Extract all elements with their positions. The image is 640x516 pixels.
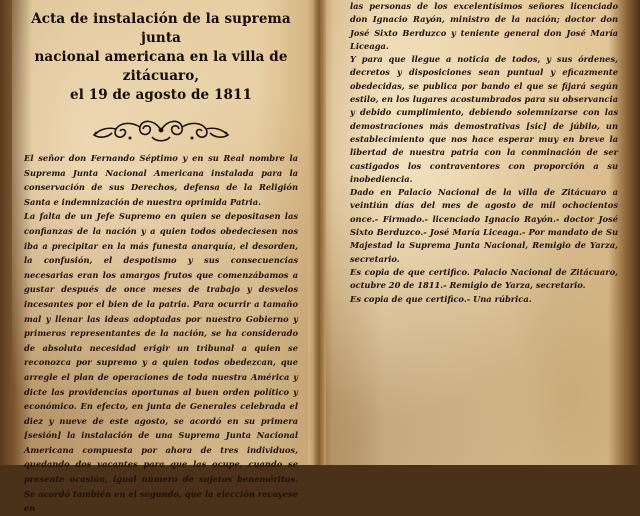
title-line: Acta de instalación de la suprema junta: [31, 11, 291, 46]
left-page: [12, 0, 308, 514]
scrollwork-ornament-icon: [86, 115, 236, 145]
title-line: el 19 de agosto de 1811: [70, 87, 252, 103]
document-title: [24, 10, 298, 105]
paragraph: Es copia de que certifico. Palacio Nacional de Zitácuaro, octubre 20 de 1811.- Remigio de Yarza, secretario.: [350, 266, 618, 291]
right-page: [326, 0, 626, 465]
paragraph: La falta de un Jefe Supremo en quien se depositasen las confianzas de la nación y a quien todos obedeciesen nos iba a precipitar en la más funesta anarquía, el desorden, la confusión, el despotismo y sus consecuencias necesarias eran los amargos frutos que comenzábamos a gustar después de once meses de trabajo y desvelos incesantes por el bien de la patria. Para ocurrir a tamaño mal y llenar las ideas adoptadas por nuestro Gobierno y primeros representantes de la nación, se ha considerado de absoluta necesidad erigir un tribunal a quien se reconozca por supremo y a quien todos obedezcan, que arregle el plan de operaciones de toda nuestra América y dicte las providencias oportunas al buen orden político y económico. En efecto, en junta de Generales celebrada el diez y nueve de este agosto, se acordó en su primera [sesión] la instalación de una Suprema Junta Nacional Americana compuesta por ahora de tres individuos, quedando dos vacantes para que las ocupe, cuando se presente ocasión, igual número de sujetos beneméritos. Se acordó también en el segundo, que la elección recayese en: [24, 211, 298, 514]
right-body-text: [350, 0, 618, 306]
book-spine: [313, 0, 325, 465]
title-line: nacional americana en la villa de zitácuaro,: [34, 49, 288, 84]
paragraph: Dado en Palacio Nacional de la villa de Zitácuaro a veintiún días del mes de agosto de mil ochocientos once.- Firmado.- licenciado Ignacio Rayón.- doctor José Sixto Berduzco.- José María Liceaga.- Por mandato de Su Majestad la Suprema Junta Nacional, Remigio de Yarza, secretario.: [350, 187, 618, 264]
paragraph: Y para que llegue a noticia de todos, y sus órdenes, decretos y disposiciones sean puntual y eficazmente obedecidas, se publica por bando el que se fijará según estilo, en los lugares acostumbrados para su observancia y debido cumplimiento, debiendo solemnizarse con las demostraciones más demostrativas [sic] de júbilo, un establecimiento que nos hace esperar muy en breve la libertad de nuestra patria con la conminación de ser castigados los contraventores con proporción a su inobediencia.: [350, 54, 618, 184]
paragraph: El señor don Fernando Séptimo y en su Real nombre la Suprema Junta Nacional Americana instalada para la conservación de sus Derechos, defensa de la Religión Santa e indemnización de nuestra oprimida Patria.: [24, 153, 298, 207]
left-body-text: [24, 151, 298, 516]
paragraph: las personas de los excelentísimos señores licenciado don Ignacio Rayón, ministro de la nación; doctor don José Sixto Berduzco y teniente general don José María Liceaga.: [350, 1, 618, 51]
paragraph: Es copia de que certifico.- Una rúbrica.: [350, 293, 532, 304]
